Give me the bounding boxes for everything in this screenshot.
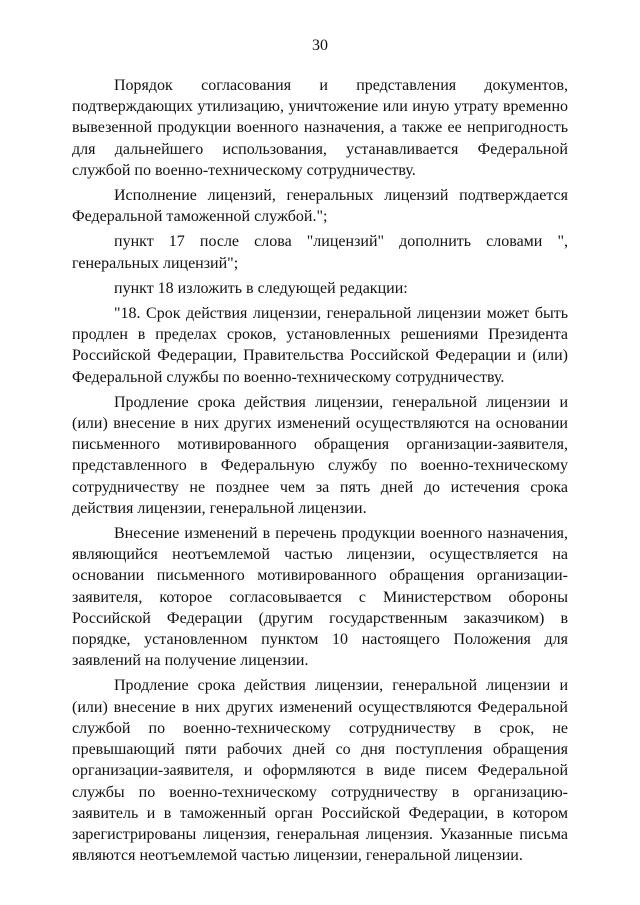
paragraph: "18. Срок действия лицензии, генеральной лицензии может быть продлен в пределах сроков, установленных решениями Президента Российской Федерации, Правительства Российской Федерации и (или) Федеральной службы по военно-техническому сотрудничеству. — [72, 305, 568, 386]
paragraph: Порядок согласования и представления документов, подтверждающих утилизацию, уничтожение или иную утрату временно вывезенной продукции военного назначения, а также ее непригодность для дальнейшего использования, устанавливается Федеральной службой по военно-техническому сотрудничеству. — [72, 77, 568, 179]
paragraph: Внесение изменений в перечень продукции военного назначения, являющийся неотъемлемой частью лицензии, осуществляется на основании письменного мотивированного обращения организации-заявителя, которое согласовывается с Министерством обороны Российской Федерации (другим государственным заказчиком) в порядке, установленном пунктом 10 настоящего Положения для заявлений на получение лицензии. — [72, 525, 568, 670]
paragraph: пункт 17 после слова "лицензий" дополнить словами ", генеральных лицензий"; — [72, 233, 568, 272]
document-body — [72, 75, 568, 870]
paragraph: Исполнение лицензий, генеральных лицензий подтверждается Федеральной таможенной службой."; — [72, 187, 568, 226]
page-number: 30 — [312, 37, 328, 54]
paragraph: Продление срока действия лицензии, генеральной лицензии и (или) внесение в них других изменений осуществляются Федеральной службой по военно-техническому сотрудничеству в срок, не превышающий пяти рабочих дней со дня поступления обращения организации-заявителя, и оформляются в виде писем Федеральной службы по военно-техническому сотрудничеству в организацию-заявитель и в таможенный орган Российской Федерации, в котором зарегистрированы лицензия, генеральная лицензия. Указанные письма являются неотъемлемой частью лицензии, генеральной лицензии. — [72, 677, 568, 865]
paragraph: пункт 18 изложить в следующей редакции: — [114, 279, 408, 297]
paragraph: Продление срока действия лицензии, генеральной лицензии и (или) внесение в них других изменений осуществляются на основании письменного мотивированного обращения организации-заявителя, представленного в Федеральную службу по военно-техническому сотрудничеству не позднее чем за пять дней до истечения срока действия лицензии, генеральной лицензии. — [72, 393, 568, 517]
